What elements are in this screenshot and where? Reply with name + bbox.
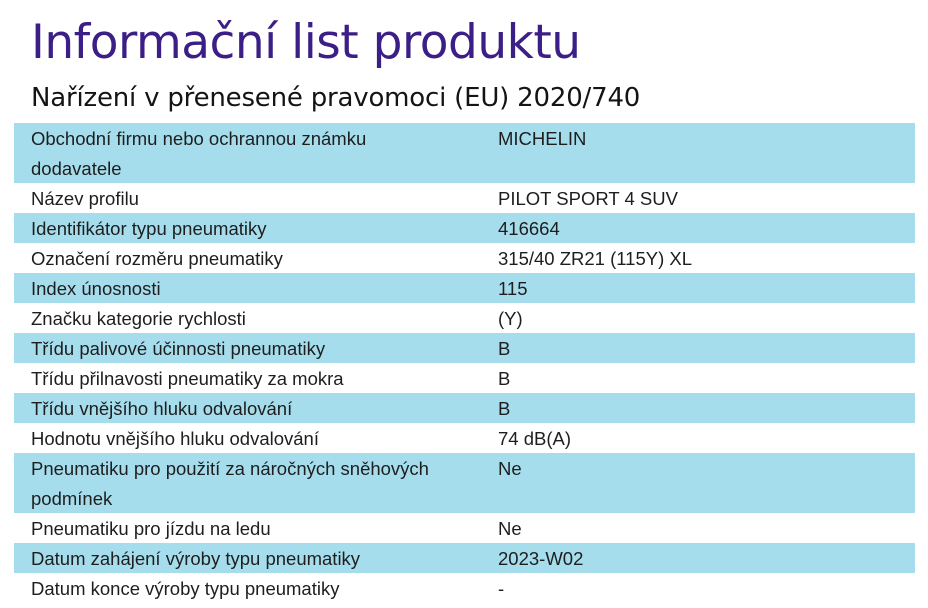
- row-value: 416664: [498, 218, 560, 239]
- table-row-supplier: [14, 123, 915, 183]
- table-row-speed-category: [14, 303, 915, 333]
- table-row-load-index: [14, 273, 915, 303]
- row-label: Třídu vnějšího hluku odvalování: [31, 398, 293, 419]
- table-row-type-identifier: [14, 213, 915, 243]
- row-value: -: [498, 578, 505, 599]
- table-row-profile-name: [14, 183, 915, 213]
- table-row-production-end: [14, 573, 915, 603]
- row-value: MICHELIN: [498, 128, 587, 149]
- row-value: PILOT SPORT 4 SUV: [498, 188, 678, 209]
- table-row-ice: [14, 513, 915, 543]
- row-value: 74 dB(A): [498, 428, 572, 449]
- row-value: 2023-W02: [498, 548, 584, 569]
- row-label: Identifikátor typu pneumatiky: [31, 218, 267, 239]
- row-label: Obchodní firmu nebo ochrannou známku dodavatele: [31, 128, 367, 179]
- row-value: 115: [498, 278, 528, 299]
- row-value: B: [498, 338, 511, 359]
- table-row-size-designation: [14, 243, 915, 273]
- row-value: Ne: [498, 518, 522, 539]
- row-value: B: [498, 398, 511, 419]
- row-label: Pneumatiku pro použití za náročných sněhových podmínek: [31, 458, 429, 509]
- table-row-snow: [14, 453, 915, 513]
- page-title: Informační list produktu: [31, 15, 581, 70]
- row-label: Název profilu: [31, 188, 139, 209]
- row-value: Ne: [498, 458, 522, 479]
- page-subtitle: Nařízení v přenesené pravomoci (EU) 2020/740: [31, 83, 641, 113]
- row-value: B: [498, 368, 511, 389]
- row-label: Datum zahájení výroby typu pneumatiky: [31, 548, 361, 569]
- table-row-production-start: [14, 543, 915, 573]
- row-label: Značku kategorie rychlosti: [31, 308, 246, 329]
- row-label: Třídu přilnavosti pneumatiky za mokra: [31, 368, 344, 389]
- row-label: Hodnotu vnějšího hluku odvalování: [31, 428, 319, 449]
- row-label: Třídu palivové účinnosti pneumatiky: [31, 338, 326, 359]
- row-value: (Y): [498, 308, 523, 329]
- row-value: 315/40 ZR21 (115Y) XL: [498, 248, 693, 269]
- product-info-table: [14, 123, 915, 603]
- table-row-noise-class: [14, 393, 915, 423]
- table-row-fuel-efficiency: [14, 333, 915, 363]
- table-row-noise-value: [14, 423, 915, 453]
- row-label: Index únosnosti: [31, 278, 161, 299]
- row-label: Označení rozměru pneumatiky: [31, 248, 283, 269]
- table-row-wet-grip: [14, 363, 915, 393]
- row-label: Pneumatiku pro jízdu na ledu: [31, 518, 271, 539]
- row-label: Datum konce výroby typu pneumatiky: [31, 578, 340, 599]
